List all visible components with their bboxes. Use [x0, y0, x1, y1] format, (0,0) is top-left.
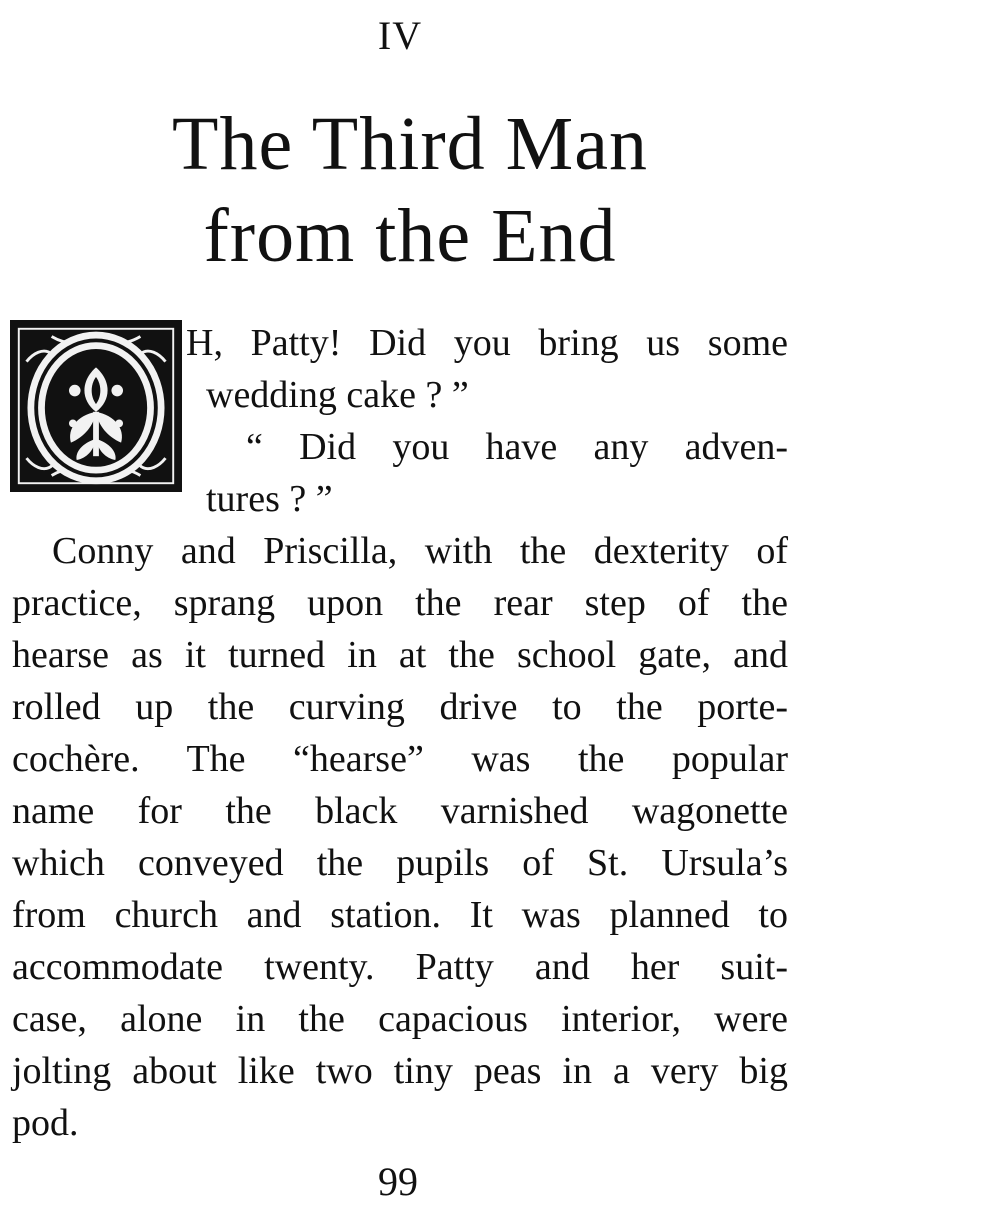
text-line-1: H, Patty! Did you bring us some: [186, 322, 788, 364]
ornamental-dropcap-o: [10, 320, 182, 492]
text-line-10: name for the black varnished wagonette: [12, 790, 788, 832]
page-number: 99: [378, 1159, 418, 1204]
text-line-3: “ Did you have any adven-: [246, 426, 788, 468]
text-line-4: tures ? ”: [206, 478, 333, 520]
text-line-12: from church and station. It was planned to: [12, 894, 788, 936]
text-line-7: hearse as it turned in at the school gate, and: [12, 634, 788, 676]
chapter-title: [0, 98, 820, 282]
text-line-2: wedding cake ? ”: [206, 374, 469, 416]
chapter-title-line-2: from the End: [203, 194, 617, 278]
text-line-8: rolled up the curving drive to the porte-: [12, 686, 788, 728]
text-line-15: jolting about like two tiny peas in a very big: [12, 1050, 788, 1092]
chapter-title-line-1: The Third Man: [172, 102, 648, 186]
text-line-11: which conveyed the pupils of St. Ursula’s: [12, 842, 788, 884]
text-line-14: case, alone in the capacious interior, were: [12, 998, 788, 1040]
text-line-6: practice, sprang upon the rear step of the: [12, 582, 788, 624]
text-line-13: accommodate twenty. Patty and her suit-: [12, 946, 788, 988]
floral-ornament-icon: [13, 323, 179, 489]
text-line-16: pod.: [12, 1102, 79, 1144]
text-line-5: Conny and Priscilla, with the dexterity of: [52, 530, 788, 572]
text-line-9: cochère. The “hearse” was the popular: [12, 738, 788, 780]
chapter-number: IV: [377, 13, 423, 58]
